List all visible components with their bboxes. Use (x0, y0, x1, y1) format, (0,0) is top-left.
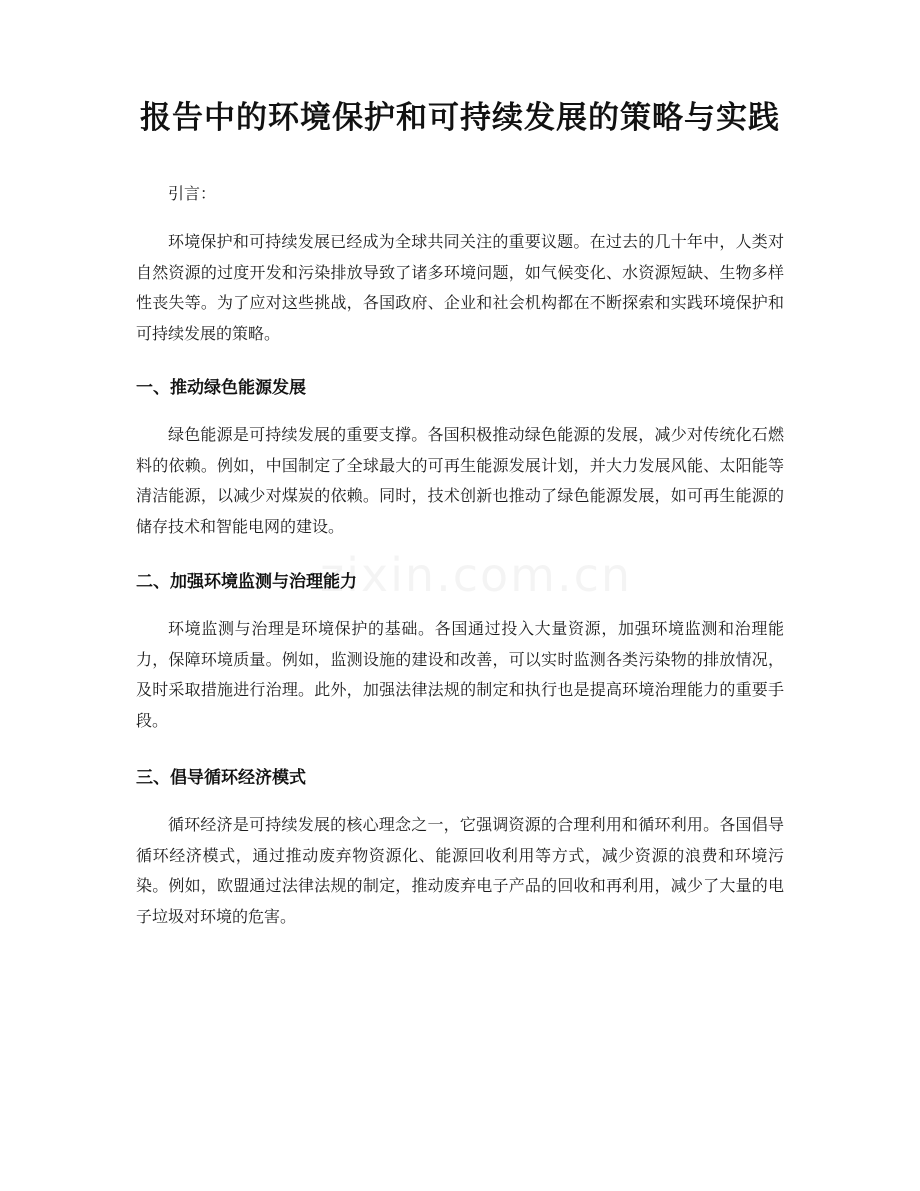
section-heading-circular-economy: 三、倡导循环经济模式 (136, 768, 306, 788)
section-heading-monitoring: 二、加强环境监测与治理能力 (136, 572, 357, 592)
section-paragraph-circular-economy: 循环经济是可持续发展的核心理念之一，它强调资源的合理利用和循环利用。各国倡导循环经济模式，通过推动废弃物资源化、能源回收利用等方式，减少资源的浪费和环境污染。例如，欧盟通过法律法规的制定，推动废弃电子产品的回收和再利用，减少了大量的电子垃圾对环境的危害。 (136, 815, 784, 926)
section-paragraph-green-energy: 绿色能源是可持续发展的重要支撑。各国积极推动绿色能源的发展，减少对传统化石燃料的依赖。例如，中国制定了全球最大的可再生能源发展计划，并大力发展风能、太阳能等清洁能源，以减少对煤炭的依赖。同时，技术创新也推动了绿色能源发展，如可再生能源的储存技术和智能电网的建设。 (136, 425, 784, 536)
document-title: 报告中的环境保护和可持续发展的策略与实践 (140, 100, 780, 136)
intro-paragraph: 环境保护和可持续发展已经成为全球共同关注的重要议题。在过去的几十年中，人类对自然资源的过度开发和污染排放导致了诸多环境问题，如气候变化、水资源短缺、生物多样性丧失等。为了应对这些挑战，各国政府、企业和社会机构都在不断探索和实践环境保护和可持续发展的策略。 (136, 232, 784, 343)
section-paragraph-monitoring: 环境监测与治理是环境保护的基础。各国通过投入大量资源，加强环境监测和治理能力，保障环境质量。例如，监测设施的建设和改善，可以实时监测各类污染物的排放情况，及时采取措施进行治理。此外，加强法律法规的制定和执行也是提高环境治理能力的重要手段。 (136, 619, 784, 730)
intro-label: 引言： (168, 184, 217, 203)
section-heading-green-energy: 一、推动绿色能源发展 (136, 378, 306, 398)
